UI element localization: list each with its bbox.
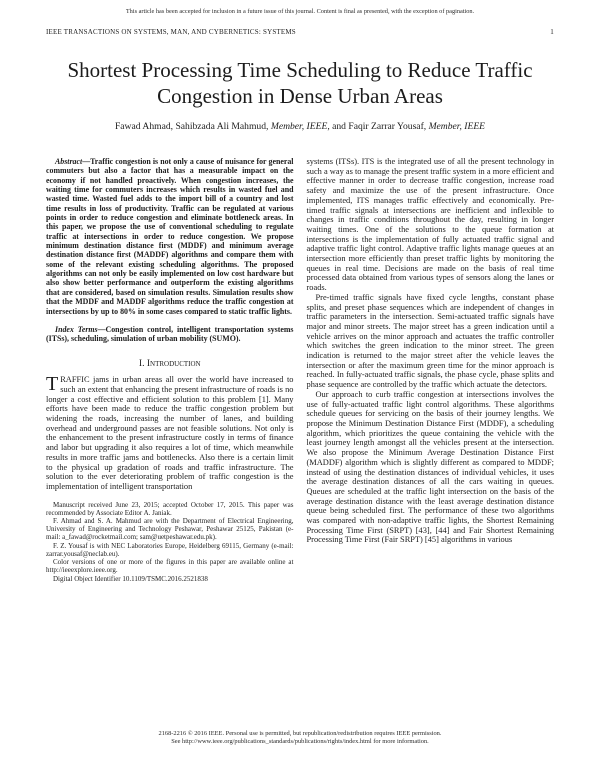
author-names-1: Fawad Ahmad, Sahibzada Ali Mahmud, — [114, 121, 271, 132]
author-line — [0, 121, 600, 132]
drop-cap: T — [46, 373, 59, 396]
two-column-body — [0, 157, 600, 583]
abstract-paragraph — [46, 157, 294, 316]
page-number: 1 — [550, 28, 554, 36]
member-ieee-1: Member, IEEE — [270, 121, 328, 132]
member-ieee-2: Member, IEEE — [428, 121, 486, 132]
journal-name: IEEE TRANSACTIONS ON SYSTEMS, MAN, AND CYBERNETICS: SYSTEMS — [46, 28, 296, 36]
acceptance-notice: This article has been accepted for inclusion in a future issue of this journal. Content is final as presented, with the exception of pagination. — [125, 8, 475, 15]
intro-paragraph — [46, 375, 294, 491]
footnote-doi: Digital Object Identifier 10.1109/TSMC.2016.2521838 — [53, 574, 208, 583]
left-column — [46, 157, 294, 583]
footer-permission — [0, 730, 600, 746]
footnote-manuscript: Manuscript received June 23, 2015; accepted October 17, 2015. This paper was recommended by Associate Editor A. Janiak. — [46, 500, 294, 517]
index-terms-text: —Congestion control, intelligent transportation systems (ITSs), scheduling, simulation of urban mobility (SUMO). — [46, 324, 294, 344]
index-terms-label: Index Terms — [55, 324, 98, 334]
body-paragraph-approach: Our approach to curb traffic congestion at intersections involves the use of fully-actuated traffic light control algorithms. These algorithms schedule queues for servicing on the basis of their journey lengths. We propose the Minimum Destination Distance First (MDDF), a scheduling algorithm, which prioritizes the queue containing the vehicle with the least journey length amongst all the vehicles present at the intersection. We also propose the Minimum Average Destination Distance First (MADDF) algorithm which is slightly different as compared to MDDF; instead of using the destination distances of individual vehicles, it uses the average destination distances of all the cars waiting in queues. Queues are scheduled at the traffic light intersection on the basis of the average destination distance with the least average destination distance queue being scheduled first. The performance of these two algorithms was compared with non-adaptive traffic lights, the Shortest Remaining Processing Time First (SRPT) [43], [44] and Fair Shortest Remaining Processing Time First (Fair SRPT) [45] algorithms in various — [306, 389, 554, 545]
section-heading-introduction: I. Introduction — [138, 357, 201, 369]
body-paragraph-its: systems (ITSs). ITS is the integrated use of all the present technology in such a way as to manage the present traffic system in a more efficient and effective manner in order to decrease traffic congestion, increase road safety and maximize the use of the present infrastructure. Once implemented, ITS manages traffic effectively and economically. Pre-timed traffic signals at intersections are inefficient and inflexible to changes in traffic conditions throughout the day, resulting in longer waiting times. One of the solutions to the queue formation at intersections is the implementation of fully actuated traffic signal and adaptive traffic light control. Adaptive traffic lights manage queues at an intersection more efficiently than preset traffic lights by monitoring the queues in real time. Decisions are made on the basis of real time processed data obtained from various types of sensors along the lanes or roads. — [306, 157, 554, 293]
footer-line-1: 2168-2216 © 2016 IEEE. Personal use is permitted, but republication/redistribution requires IEEE permission. — [158, 729, 442, 737]
abstract-label: Abstract — [55, 157, 83, 166]
running-head — [0, 28, 600, 36]
footer-line-2: See http://www.ieee.org/publications_standards/publications/rights/index.html for more information. — [171, 737, 429, 745]
author-names-2: , and Faqir Zarrar Yousaf, — [327, 121, 429, 132]
abstract-text: —Traffic congestion is not only a cause of nuisance for general commuters but also a factor that has a measurable impact on the economy if not handled proactively. When congestion increases, the waiting time for commuters increases which results in wasted fuel and wasted time. Wasted fuel adds to the import bill of a country and lost time results in loss of productivity. Traffic can be regulated at various points in order to reduce congestion and eliminate bottleneck areas. In this paper, we propose the use of conventional scheduling to regulate traffic at intersections in order to reduce congestion. We propose minimum destination distance first (MDDF) and minimum average destination distance first (MADDF) algorithms and compare them with some of the relevant existing scheduling algorithms. The proposed algorithms can not only be easily implemented on low cost hardware but also show better performance and outperform the existing algorithms that are considered, based on simulation results. Simulation results show that the MDDF and MADDF algorithms reduce the traffic congestion at intersections by up to 80% in some cases compared to static traffic lights. — [46, 157, 294, 316]
footnote-affiliation-1: F. Ahmad and S. A. Mahmud are with the Department of Electrical Engineering, University of Engineering and Technology Peshawar, Peshawar 25125, Pakistan (e-mail: a_fawad@rocketmail.com; sam@uetpeshawar.edu.pk). — [46, 517, 294, 542]
index-terms-paragraph — [46, 325, 294, 344]
body-paragraph-pretimed: Pre-timed traffic signals have fixed cycle lengths, constant phase splits, and preset phase sequences which are independent of changes in traffic parameters in the intersection. Semi-actuated traffic signals have major and minor streets. The major street has a green indication until a vehicle arrives on the minor approach and actuates the traffic controller which switches the green indication to the minor street. The green indication is returned to the major street after the vehicle leaves the intersection or after the maximum green time for the minor approach is reached. In fully-actuated traffic signals, the phase cycle, phase splits and phase sequence are controlled by the traffic which actuate the detectors. — [306, 292, 554, 390]
intro-paragraph-text: RAFFIC jams in urban areas all over the world have increased to such an extent that enhancing the present infrastructure of roads is no longer a cost effective and efficient solution to this problem [1]. Many efforts have been made to reduce the traffic congestion problem but widening the roads, increasing the number of lanes, and building overhead and underground passes are not feasible solutions. Not only is the enhancement to the present infrastructure costly in terms of finance and labor but upgrading it also requires a lot of time, which meanwhile results in more traffic jams and bottlenecks. Also there is a certain limit to the physical up gradation of roads and traffic infrastructure. The solution to the ever deteriorating problem of traffic congestion is the implementation of intelligent transportation — [46, 375, 294, 491]
footnote-block — [46, 501, 294, 583]
right-column — [307, 157, 555, 583]
paper-title: Shortest Processing Time Scheduling to Reduce Traffic Congestion in Dense Urban Areas — [67, 58, 533, 108]
footnote-affiliation-2: F. Z. Yousaf is with NEC Laboratories Europe, Heidelberg 69115, Germany (e-mail: zarrar.yousaf@neclab.eu). — [46, 541, 294, 558]
footnote-color-versions: Color versions of one or more of the figures in this paper are available online at http://ieeexplore.ieee.org. — [46, 558, 294, 575]
